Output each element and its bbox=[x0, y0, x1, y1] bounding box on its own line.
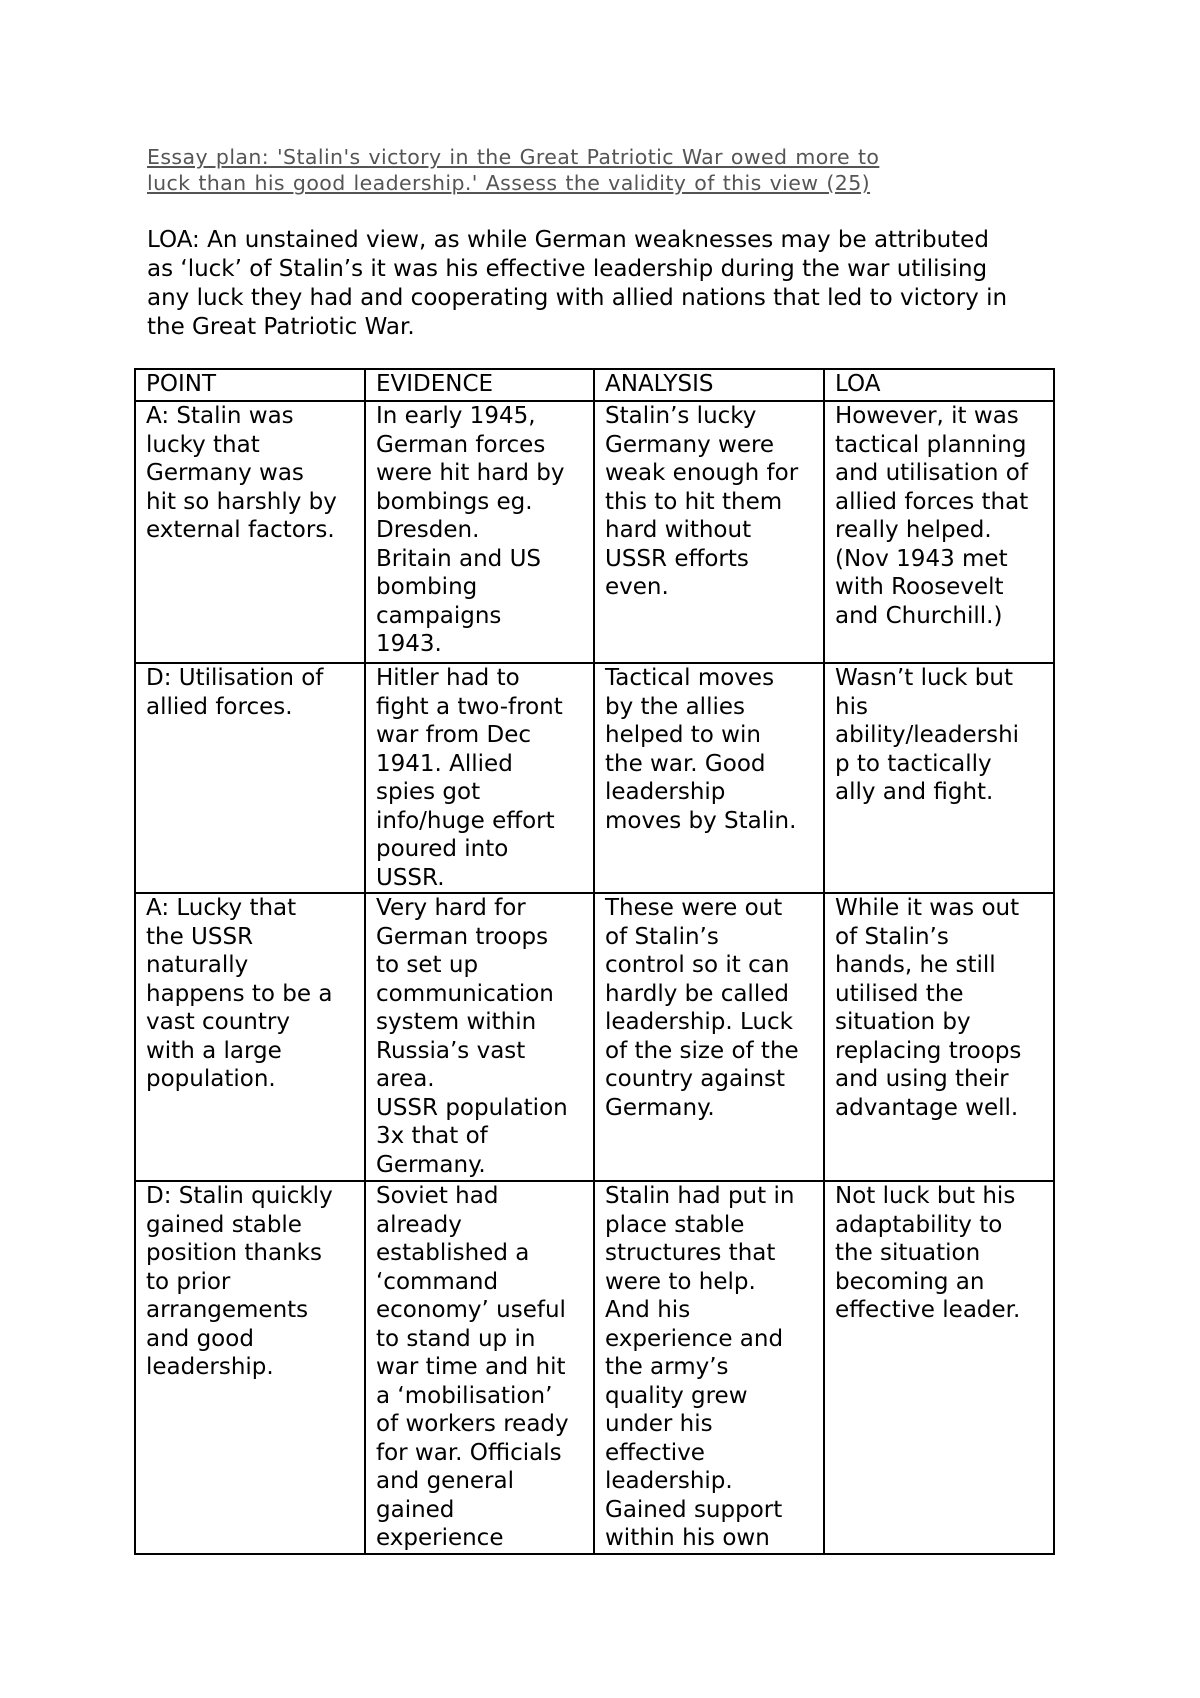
cell-line: to prior bbox=[146, 1268, 231, 1295]
cell-line: for war. Officials bbox=[376, 1439, 562, 1466]
cell-line: with a large bbox=[146, 1037, 282, 1064]
cell-line: war from Dec bbox=[376, 722, 532, 748]
cell-line: his bbox=[835, 693, 868, 720]
cell-line: Germany was bbox=[146, 460, 304, 486]
cell-line: even. bbox=[605, 574, 669, 600]
cell-line: bombing bbox=[376, 574, 478, 600]
cell-evidence bbox=[365, 1181, 594, 1554]
cell-line: established a bbox=[376, 1240, 530, 1266]
cell-evidence bbox=[365, 893, 594, 1181]
table-row bbox=[135, 401, 1054, 663]
cell-line: info/huge effort bbox=[376, 807, 555, 834]
cell-line: utilised the bbox=[835, 980, 964, 1007]
cell-line: leadership. bbox=[605, 1468, 733, 1494]
cell-line: of Stalin’s bbox=[835, 923, 949, 950]
cell-line: gained stable bbox=[146, 1211, 302, 1238]
cell-line: A: Stalin was bbox=[146, 403, 294, 429]
cell-line: 1941. Allied bbox=[376, 750, 513, 777]
cell-line: These were out bbox=[605, 895, 783, 921]
cell-line: In early 1945, bbox=[376, 403, 536, 429]
cell-line: and Churchill.) bbox=[835, 602, 1003, 629]
cell-point bbox=[135, 663, 365, 893]
cell-line: p to tactically bbox=[835, 750, 992, 777]
cell-line: leadership bbox=[605, 779, 726, 805]
cell-line: experience and bbox=[605, 1325, 784, 1352]
cell-line: allied forces that bbox=[835, 488, 1029, 515]
cell-line: under his bbox=[605, 1411, 713, 1437]
cell-line: Dresden. bbox=[376, 517, 480, 543]
cell-line: D: Stalin quickly bbox=[146, 1183, 333, 1209]
cell-line: lucky that bbox=[146, 431, 260, 458]
cell-line: gained bbox=[376, 1496, 455, 1523]
cell-line: Germany were bbox=[605, 431, 775, 458]
cell-line: to stand up in bbox=[376, 1325, 536, 1352]
cell-line: economy’ useful bbox=[376, 1297, 566, 1323]
cell-line: structures that bbox=[605, 1240, 776, 1266]
header-evidence: EVIDENCE bbox=[365, 369, 594, 401]
cell-line: the situation bbox=[835, 1240, 981, 1266]
table-row bbox=[135, 893, 1054, 1181]
cell-line: leadership. bbox=[146, 1354, 274, 1380]
table-body bbox=[135, 401, 1054, 1554]
cell-line: effective bbox=[605, 1439, 705, 1466]
cell-line: tactical planning bbox=[835, 431, 1027, 458]
loa-line: any luck they had and cooperating with allied nations that led to victory in bbox=[147, 285, 1008, 311]
cell-line: to set up bbox=[376, 952, 479, 978]
cell-line: hard without bbox=[605, 517, 752, 543]
cell-line: of the size of the bbox=[605, 1037, 799, 1064]
cell-line: Russia’s vast bbox=[376, 1037, 526, 1064]
cell-line: German forces bbox=[376, 431, 546, 458]
cell-line: and using their bbox=[835, 1066, 1009, 1092]
cell-analysis bbox=[594, 1181, 824, 1554]
cell-line: Soviet had bbox=[376, 1183, 499, 1209]
essay-title-line: luck than his good leadership.' Assess the validity of this view (25) bbox=[147, 171, 871, 195]
cell-line: happens to be a bbox=[146, 980, 333, 1007]
cell-line: were to help. bbox=[605, 1268, 756, 1295]
cell-line: effective leader. bbox=[835, 1297, 1021, 1323]
header-loa: LOA bbox=[824, 369, 1054, 401]
cell-loa bbox=[824, 1181, 1054, 1554]
cell-line: ability/leadershi bbox=[835, 722, 1020, 748]
cell-line: the USSR bbox=[146, 923, 254, 950]
cell-line: spies got bbox=[376, 779, 481, 805]
cell-line: ‘command bbox=[376, 1268, 499, 1295]
cell-line: the war. Good bbox=[605, 750, 766, 777]
cell-line: of Stalin’s bbox=[605, 923, 719, 950]
loa-line: the Great Patriotic War. bbox=[147, 314, 415, 340]
cell-line: of workers ready bbox=[376, 1411, 569, 1437]
cell-line: war time and hit bbox=[376, 1354, 566, 1380]
cell-line: German troops bbox=[376, 923, 549, 950]
cell-line: USSR population bbox=[376, 1094, 568, 1121]
cell-line: replacing troops bbox=[835, 1037, 1022, 1064]
cell-line: communication bbox=[376, 980, 554, 1007]
cell-analysis bbox=[594, 401, 824, 663]
cell-line: Germany. bbox=[376, 1151, 486, 1178]
cell-line: country against bbox=[605, 1066, 786, 1092]
cell-line: bombings eg. bbox=[376, 488, 533, 515]
cell-point bbox=[135, 1181, 365, 1554]
header-point: POINT bbox=[135, 369, 365, 401]
cell-line: helped to win bbox=[605, 722, 761, 748]
cell-line: Hitler had to bbox=[376, 665, 520, 691]
cell-evidence bbox=[365, 663, 594, 893]
cell-loa bbox=[824, 893, 1054, 1181]
cell-analysis bbox=[594, 663, 824, 893]
cell-line: USSR efforts bbox=[605, 545, 749, 572]
cell-line: Gained support bbox=[605, 1496, 783, 1523]
cell-line: population. bbox=[146, 1066, 276, 1092]
cell-line: Stalin’s lucky bbox=[605, 403, 757, 429]
cell-line: already bbox=[376, 1211, 462, 1238]
loa-line: as ‘luck’ of Stalin’s it was his effective leadership during the war utilising bbox=[147, 256, 988, 282]
cell-line: arrangements bbox=[146, 1297, 309, 1323]
cell-line: 1943. bbox=[376, 631, 442, 657]
cell-line: hit so harshly by bbox=[146, 488, 337, 515]
loa-line: LOA: An unstained view, as while German weaknesses may be attributed bbox=[147, 227, 989, 253]
cell-line: were hit hard by bbox=[376, 460, 565, 486]
cell-line: situation by bbox=[835, 1009, 971, 1035]
cell-line: ally and fight. bbox=[835, 779, 994, 805]
cell-line: naturally bbox=[146, 952, 249, 978]
table-header-row bbox=[135, 369, 1054, 401]
cell-line: a ‘mobilisation’ bbox=[376, 1382, 553, 1409]
cell-line: really helped. bbox=[835, 517, 992, 543]
cell-loa bbox=[824, 401, 1054, 663]
cell-line: the army’s bbox=[605, 1354, 729, 1380]
cell-line: Stalin had put in bbox=[605, 1183, 795, 1209]
cell-line: USSR. bbox=[376, 864, 445, 891]
cell-line: Very hard for bbox=[376, 895, 526, 921]
cell-evidence bbox=[365, 401, 594, 663]
cell-line: this to hit them bbox=[605, 488, 783, 515]
cell-line: area. bbox=[376, 1066, 435, 1092]
cell-line: system within bbox=[376, 1009, 537, 1035]
cell-line: quality grew bbox=[605, 1382, 748, 1409]
cell-line: A: Lucky that bbox=[146, 895, 297, 921]
cell-line: 3x that of bbox=[376, 1123, 488, 1149]
cell-line: (Nov 1943 met bbox=[835, 545, 1008, 572]
essay-title bbox=[147, 144, 1047, 196]
cell-line: moves by Stalin. bbox=[605, 807, 797, 834]
cell-line: position thanks bbox=[146, 1240, 322, 1266]
cell-loa bbox=[824, 663, 1054, 893]
cell-line: with Roosevelt bbox=[835, 574, 1004, 600]
cell-line: within his own bbox=[605, 1525, 770, 1551]
cell-line: weak enough for bbox=[605, 460, 799, 486]
cell-line: Germany. bbox=[605, 1094, 715, 1121]
header-analysis: ANALYSIS bbox=[594, 369, 824, 401]
cell-analysis bbox=[594, 893, 824, 1181]
cell-line: While it was out bbox=[835, 895, 1020, 921]
loa-paragraph bbox=[147, 226, 1077, 342]
cell-line: allied forces. bbox=[146, 693, 293, 720]
cell-line: Britain and US bbox=[376, 545, 542, 572]
cell-line: experience bbox=[376, 1525, 504, 1551]
essay-plan-table bbox=[134, 368, 1055, 1555]
cell-line: And his bbox=[605, 1297, 691, 1323]
cell-point bbox=[135, 401, 365, 663]
cell-line: adaptability to bbox=[835, 1211, 1003, 1238]
cell-line: control so it can bbox=[605, 952, 790, 978]
cell-line: hands, he still bbox=[835, 952, 996, 978]
cell-line: However, it was bbox=[835, 403, 1019, 429]
cell-line: campaigns bbox=[376, 602, 502, 629]
cell-line: poured into bbox=[376, 836, 509, 862]
cell-line: Tactical moves bbox=[605, 665, 775, 691]
table-row bbox=[135, 1181, 1054, 1554]
cell-line: vast country bbox=[146, 1009, 290, 1035]
cell-line: D: Utilisation of bbox=[146, 665, 324, 691]
cell-line: and utilisation of bbox=[835, 460, 1028, 486]
essay-title-line: Essay plan: 'Stalin's victory in the Great Patriotic War owed more to bbox=[147, 145, 880, 169]
table-row bbox=[135, 663, 1054, 893]
cell-line: Not luck but his bbox=[835, 1183, 1016, 1209]
cell-line: fight a two-front bbox=[376, 693, 563, 720]
cell-line: advantage well. bbox=[835, 1094, 1019, 1121]
cell-point bbox=[135, 893, 365, 1181]
cell-line: by the allies bbox=[605, 693, 745, 720]
cell-line: becoming an bbox=[835, 1268, 985, 1295]
cell-line: and general bbox=[376, 1468, 514, 1494]
cell-line: external factors. bbox=[146, 517, 335, 543]
cell-line: leadership. Luck bbox=[605, 1009, 793, 1035]
cell-line: Wasn’t luck but bbox=[835, 665, 1014, 691]
cell-line: and good bbox=[146, 1325, 254, 1352]
cell-line: place stable bbox=[605, 1211, 745, 1238]
cell-line: hardly be called bbox=[605, 980, 789, 1007]
